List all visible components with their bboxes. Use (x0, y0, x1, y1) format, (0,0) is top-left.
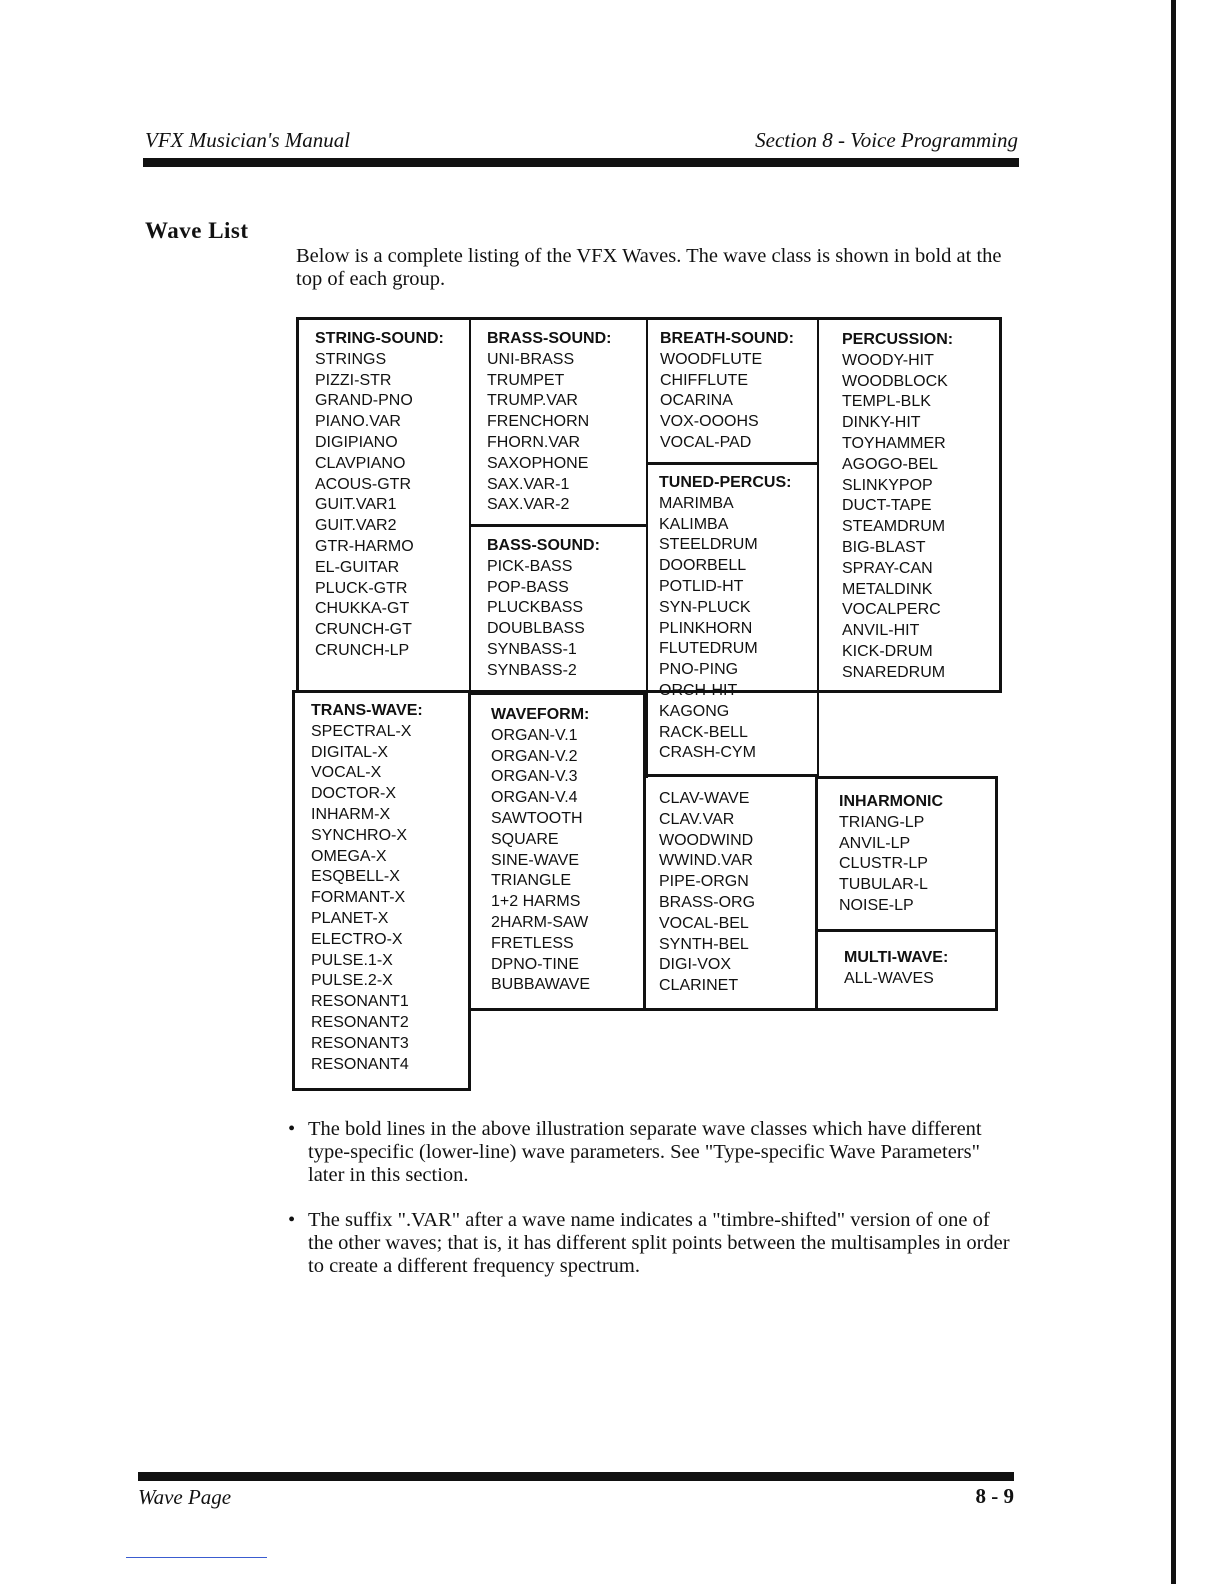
wave-item: SPECTRAL-X (311, 722, 412, 740)
wave-item: NOISE-LP (839, 896, 914, 914)
wave-item: OCARINA (660, 392, 733, 410)
wave-item: PLUCKBASS (487, 599, 584, 617)
wave-item: CRASH-CYM (659, 744, 756, 762)
wave-item: VOCAL-X (311, 764, 382, 782)
wave-item: DPNO-TINE (491, 955, 579, 973)
wave-item: DOCTOR-X (311, 785, 397, 803)
wave-item: STEAMDRUM (842, 518, 946, 536)
wave-item: DINKY-HIT (842, 414, 921, 432)
wave-item: TRUMPET (487, 371, 565, 389)
wave-item: SINE-WAVE (491, 851, 580, 869)
wave-item: SAXOPHONE (487, 454, 589, 472)
wave-item: TRIANG-LP (839, 813, 925, 831)
wave-item: CRUNCH-LP (315, 641, 410, 659)
group-inharmonic (839, 792, 943, 917)
wave-item: FRETLESS (491, 934, 574, 952)
wave-item: DOORBELL (659, 557, 747, 575)
wave-item: 1+2 HARMS (491, 893, 581, 911)
wave-item: KAGONG (659, 702, 730, 720)
wave-item: ORGAN-V.2 (491, 747, 578, 765)
divider-breath-tuned (648, 462, 817, 465)
divider-breath-perc (817, 320, 819, 778)
wave-item: GUIT.VAR2 (315, 517, 397, 535)
header-section-title: Section 8 - Voice Programming (755, 128, 1018, 152)
group-title: BREATH-SOUND: (660, 330, 794, 347)
note-item (288, 1209, 1018, 1278)
note-text: The bold lines in the above illustration separate wave classes which have different type-specific (lower-line) wave parameters. See "Type-specific Wave Parameters" later in this section. (308, 1118, 982, 1186)
wave-item: VOX-OOOHS (660, 413, 759, 431)
wave-item: MARIMBA (659, 494, 734, 512)
wave-item: 2HARM-SAW (491, 913, 589, 931)
divider-brass-bass (470, 524, 646, 527)
wave-item: ORCH-HIT (659, 681, 738, 699)
wave-item: VOCAL-BEL (659, 914, 749, 932)
wave-item: BRASS-ORG (659, 893, 756, 911)
wave-item: KICK-DRUM (842, 642, 933, 660)
wave-item: INHARM-X (311, 805, 391, 823)
footer-link-underline (126, 1557, 267, 1558)
wave-item: ELECTRO-X (311, 930, 403, 948)
wave-item: ESQBELL-X (311, 868, 400, 886)
wave-item: BIG-BLAST (842, 538, 926, 556)
wave-item: TRUMP.VAR (487, 392, 578, 410)
wave-item: SYNTH-BEL (659, 935, 749, 953)
group-title: TRANS-WAVE: (311, 702, 423, 719)
wave-item: ACOUS-GTR (315, 475, 411, 493)
wave-item: WWIND.VAR (659, 852, 753, 870)
wave-item: ALL-WAVES (844, 969, 934, 987)
wave-item: CLARINET (659, 977, 739, 995)
wave-item: WOODWIND (659, 831, 754, 849)
wave-item: VOCALPERC (842, 601, 941, 619)
wave-item: PIANO.VAR (315, 413, 401, 431)
wave-item: DOUBLBASS (487, 620, 585, 638)
group-title: MULTI-WAVE: (844, 949, 949, 966)
wave-item: ORGAN-V.3 (491, 768, 578, 786)
wave-item: TRIANGLE (491, 872, 572, 890)
wave-item: STRINGS (315, 350, 387, 368)
bullet-icon: • (288, 1209, 296, 1231)
footer-rule (138, 1472, 1014, 1481)
group-string-sound (315, 329, 444, 662)
wave-item: PICK-BASS (487, 557, 573, 575)
group-title: BASS-SOUND: (487, 537, 600, 554)
wave-item: WOODY-HIT (842, 351, 934, 369)
wave-item: FRENCHORN (487, 413, 590, 431)
group-title: PERCUSSION: (842, 331, 954, 348)
wave-item: WOODFLUTE (660, 350, 763, 368)
wave-item: BUBBAWAVE (491, 976, 590, 994)
wave-item: STEELDRUM (659, 536, 758, 554)
wave-item: DIGI-VOX (659, 956, 732, 974)
wave-item: SYNCHRO-X (311, 826, 408, 844)
wave-item: SYNBASS-2 (487, 661, 577, 679)
group-title: INHARMONIC (839, 793, 943, 810)
group-percussion (842, 330, 953, 684)
wave-item: FORMANT-X (311, 889, 406, 907)
wave-item: SPRAY-CAN (842, 559, 933, 577)
wave-item: OMEGA-X (311, 847, 387, 865)
wave-item: TOYHAMMER (842, 434, 946, 452)
divider-string-brass (469, 320, 471, 693)
wave-item: RESONANT1 (311, 993, 409, 1011)
wave-item: GRAND-PNO (315, 392, 413, 410)
wave-item: RACK-BELL (659, 723, 748, 741)
wave-item: PLINKHORN (659, 619, 753, 637)
wave-item: PLUCK-GTR (315, 579, 408, 597)
wave-item: POP-BASS (487, 578, 569, 596)
wave-item: CRUNCH-GT (315, 621, 412, 639)
wave-item: ANVIL-LP (839, 834, 911, 852)
wave-item: POTLID-HT (659, 577, 744, 595)
group-waveform (491, 705, 590, 996)
wave-item: SAX.VAR-2 (487, 496, 570, 514)
wave-item: RESONANT4 (311, 1055, 409, 1073)
header-manual-title: VFX Musician's Manual (145, 128, 351, 152)
header-rule (143, 158, 1019, 167)
wave-item: FLUTEDRUM (659, 640, 758, 658)
wave-item: GTR-HARMO (315, 537, 414, 555)
wave-item: SQUARE (491, 830, 559, 848)
wave-item: SNAREDRUM (842, 663, 946, 681)
wave-item: SYN-PLUCK (659, 598, 751, 616)
wave-item: ORGAN-V.4 (491, 789, 578, 807)
wave-item: AGOGO-BEL (842, 455, 939, 473)
wave-item: METALDINK (842, 580, 933, 598)
wave-item: KALIMBA (659, 515, 729, 533)
wave-item: RESONANT2 (311, 1013, 409, 1031)
wave-item: SAWTOOTH (491, 809, 583, 827)
wave-item: PIPE-ORGN (659, 873, 749, 891)
wave-item: UNI-BRASS (487, 350, 575, 368)
wave-item: CLUSTR-LP (839, 855, 928, 873)
wave-item: RESONANT3 (311, 1034, 409, 1052)
wave-item: PIZZI-STR (315, 371, 392, 389)
group-bass-sound (487, 536, 600, 682)
group-waveform-continued (659, 789, 755, 997)
group-multi-wave (844, 948, 948, 990)
wave-item: FHORN.VAR (487, 433, 581, 451)
note-item (288, 1118, 1018, 1187)
group-trans-wave (311, 701, 423, 1075)
bullet-icon: • (288, 1118, 296, 1140)
wave-item: SYNBASS-1 (487, 640, 577, 658)
page-number: 8 - 9 (975, 1484, 1014, 1508)
intro-paragraph: Below is a complete listing of the VFX Waves. The wave class is shown in bold at the top of each group. (296, 245, 1002, 290)
divider-brass-breath (646, 320, 648, 778)
wave-item: PNO-PING (659, 661, 739, 679)
group-brass-sound (487, 329, 611, 516)
group-title: STRING-SOUND: (315, 330, 444, 347)
group-tuned-percus (659, 473, 791, 764)
wave-item: DUCT-TAPE (842, 497, 932, 515)
wave-item: GUIT.VAR1 (315, 496, 397, 514)
section-title: Wave List (145, 218, 249, 243)
wave-item: TEMPL-BLK (842, 393, 931, 411)
wave-item: CLAV-WAVE (659, 790, 750, 807)
group-title: TUNED-PERCUS: (659, 474, 792, 491)
wave-item: EL-GUITAR (315, 558, 400, 576)
wave-item: CLAVPIANO (315, 454, 406, 472)
page-edge-bar (1171, 0, 1176, 1584)
wave-item: ORGAN-V.1 (491, 726, 578, 744)
wave-item: DIGITAL-X (311, 743, 389, 761)
note-text: The suffix ".VAR" after a wave name indicates a "timbre-shifted" version of one of the other waves; that is, it has different split points between the multisamples in order to create a different frequency spectrum. (308, 1209, 1010, 1277)
wave-item: SLINKYPOP (842, 476, 933, 494)
wave-item: DIGIPIANO (315, 433, 398, 451)
group-title: WAVEFORM: (491, 706, 590, 723)
notes-list (288, 1118, 1018, 1300)
wave-item: WOODBLOCK (842, 372, 948, 390)
wave-item: PULSE.2-X (311, 972, 393, 990)
wave-item: PULSE.1-X (311, 951, 393, 969)
wave-item: ANVIL-HIT (842, 622, 920, 640)
wave-item: CLAV.VAR (659, 810, 735, 828)
group-title: BRASS-SOUND: (487, 330, 612, 347)
wave-item: TUBULAR-L (839, 876, 928, 894)
wave-item: VOCAL-PAD (660, 433, 752, 451)
wave-item: CHUKKA-GT (315, 600, 410, 618)
group-breath-sound (660, 329, 794, 454)
wave-item: CHIFFLUTE (660, 371, 748, 389)
wave-item: SAX.VAR-1 (487, 475, 570, 493)
footer-page-name: Wave Page (138, 1485, 232, 1509)
wave-item: PLANET-X (311, 909, 389, 927)
